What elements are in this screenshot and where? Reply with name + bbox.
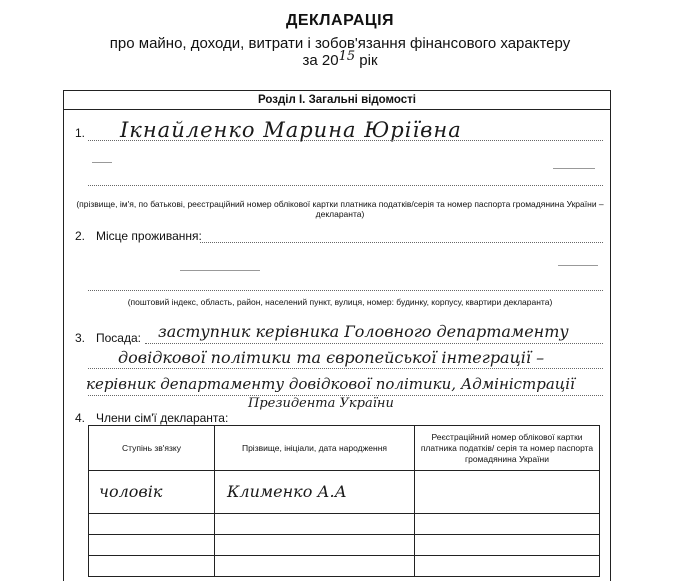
item4-label: Члени сім'ї декларанта: — [96, 411, 229, 425]
item1-underline — [88, 140, 603, 141]
col-header-name: Прізвище, ініціали, дата народження — [215, 426, 415, 471]
item2-mark-right — [558, 265, 598, 266]
col-header-relation: Ступінь зв'язку — [89, 426, 215, 471]
item3-line-2: довідкової політики та європейської інтеграції – — [118, 348, 545, 367]
cell-name — [215, 471, 415, 514]
item1-mark-right — [553, 168, 595, 169]
item2-mark-left — [180, 270, 260, 271]
item4-number: 4. — [75, 411, 86, 425]
item1-mark-left — [92, 162, 112, 163]
table-row — [89, 471, 600, 514]
item3-underline-1 — [145, 343, 603, 344]
item2-line2 — [88, 290, 603, 291]
item3-label: Посада: — [96, 331, 141, 345]
item3-underline-2 — [88, 368, 603, 369]
item3-line-4: Президента України — [248, 396, 394, 411]
year-suffix: рік — [355, 52, 378, 69]
item2-caption: (поштовий індекс, область, район, населений пункт, вулиця, номер: будинку, корпусу, квартири декларанта) — [127, 297, 553, 307]
table-row — [89, 556, 600, 577]
col-header-tax-id: Реєстраційний номер облікової картки платника податків/ серія та номер паспорта громадянина України — [415, 426, 600, 471]
item1-number: 1. — [75, 126, 86, 140]
table-header-row — [89, 426, 600, 471]
item2-number: 2. — [75, 229, 86, 243]
section-heading: Розділ І. Загальні відомості — [63, 90, 611, 110]
item3-line-3: керівник департаменту довідкової політики, Адміністрації — [86, 375, 575, 393]
relation-value: чоловік — [99, 482, 163, 501]
item1-line2 — [88, 185, 603, 186]
item1-caption: (прізвище, ім'я, по батькові, реєстраційний номер облікової картки платника податків/серія та номер паспорта громадянина України – декларанта) — [76, 199, 604, 219]
year-line — [0, 49, 680, 69]
name-value: Клименко А.А — [227, 482, 347, 501]
document-subtitle: про майно, доходи, витрати і зобов'язання фінансового характеру — [109, 35, 571, 52]
item3-line-1: заступник керівника Головного департаменту — [158, 322, 569, 341]
item2-underline — [200, 242, 603, 243]
year-handwritten: 15 — [338, 49, 356, 64]
table-row — [89, 535, 600, 556]
cell-relation — [89, 471, 215, 514]
item1-handwritten-name: Ікнайленко Марина Юріївна — [120, 118, 462, 142]
table-row — [89, 514, 600, 535]
year-prefix: за 20 — [302, 52, 339, 69]
family-members-table — [88, 425, 600, 577]
cell-tax-id — [415, 471, 600, 514]
item2-label: Місце проживання: — [96, 229, 202, 243]
document-title: ДЕКЛАРАЦІЯ — [285, 12, 395, 29]
item3-number: 3. — [75, 331, 86, 345]
